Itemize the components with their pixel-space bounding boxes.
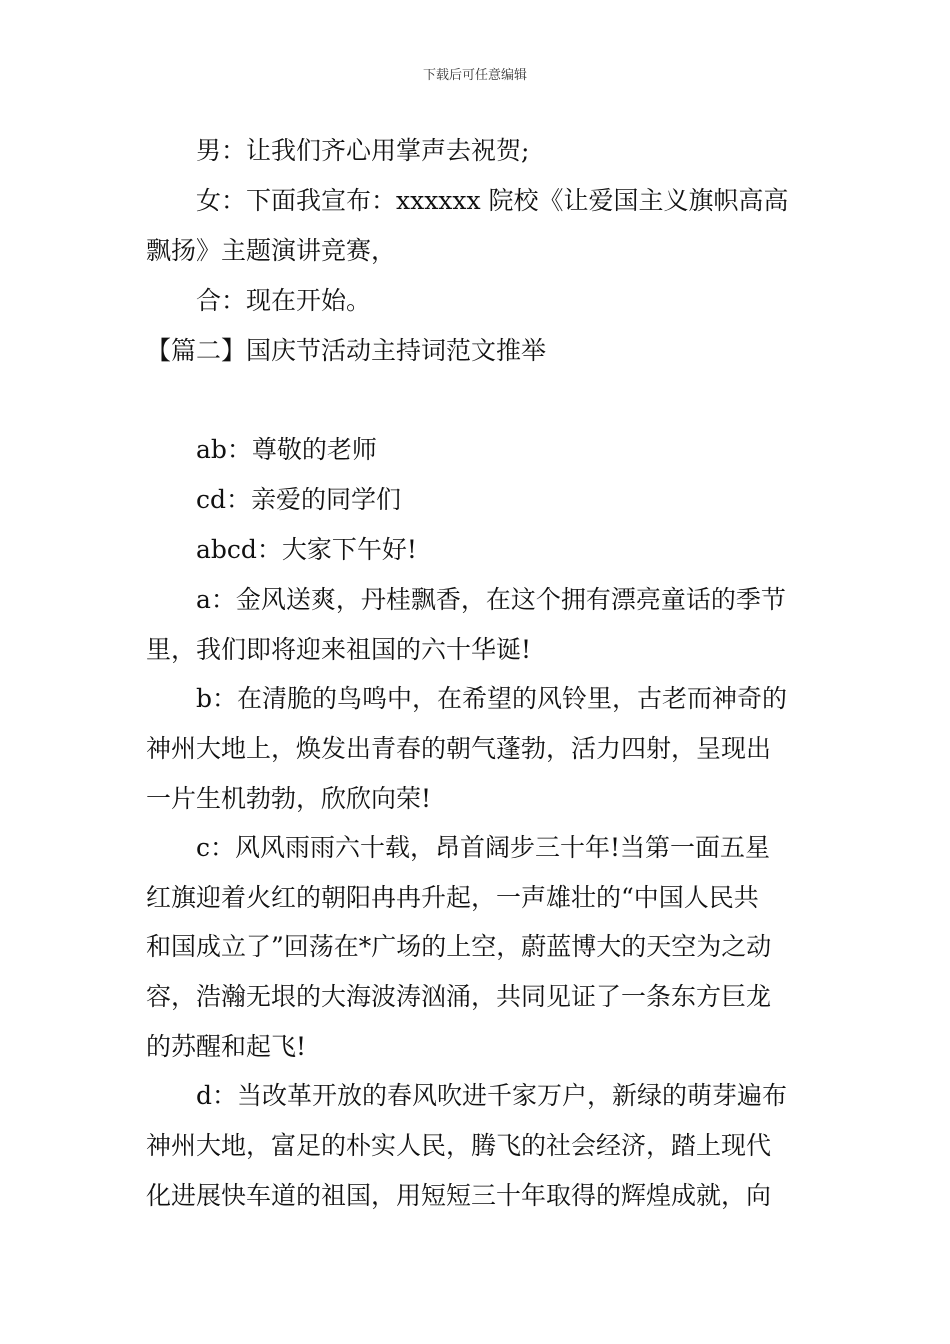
- paragraph-c-line-2: 红旗迎着火红的朝阳冉冉升起，一声雄壮的“中国人民共: [146, 883, 759, 912]
- greeting-line-abcd: abcd：大家下午好!: [196, 535, 417, 564]
- greeting-line-ab: ab：尊敬的老师: [196, 435, 377, 464]
- paragraph-b-line-3: 一片生机勃勃，欣欣向荣!: [146, 784, 432, 813]
- paragraph-a-line-1: a：金风送爽，丹桂飘香，在这个拥有漂亮童话的季节: [196, 585, 786, 614]
- dialogue-line-together: 合：现在开始。: [196, 286, 372, 315]
- paragraph-d-line-3: 化进展快车道的祖国，用短短三十年取得的辉煌成就，向: [146, 1181, 772, 1210]
- paragraph-b-line-1: b：在清脆的鸟鸣中，在希望的风铃里，古老而神奇的: [196, 684, 788, 713]
- paragraph-d-line-1: d：当改革开放的春风吹进千家万户，新绿的萌芽遍布: [196, 1081, 788, 1110]
- paragraph-c-line-1: c：风风雨雨六十载，昂首阔步三十年!当第一面五星: [196, 833, 771, 862]
- section-heading: 【篇二】国庆节活动主持词范文推举: [146, 336, 547, 365]
- paragraph-a-line-2: 里，我们即将迎来祖国的六十华诞!: [146, 635, 532, 664]
- dialogue-line-female: 女：下面我宣布：xxxxxx 院校《让爱国主义旗帜高高: [196, 186, 789, 215]
- greeting-line-cd: cd：亲爱的同学们: [196, 485, 402, 514]
- dialogue-line-female-cont: 飘扬》主题演讲竞赛，: [146, 236, 397, 265]
- dialogue-line-male: 男：让我们齐心用掌声去祝贺;: [196, 136, 530, 165]
- paragraph-b-line-2: 神州大地上，焕发出青春的朝气蓬勃，活力四射，呈现出: [146, 734, 772, 763]
- paragraph-c-line-3: 和国成立了”回荡在*广场的上空，蔚蓝博大的天空为之动: [146, 932, 772, 961]
- paragraph-c-line-4: 容，浩瀚无垠的大海波涛汹涌，共同见证了一条东方巨龙: [146, 982, 772, 1011]
- page-header: 下载后可任意编辑: [422, 68, 527, 83]
- paragraph-d-line-2: 神州大地，富足的朴实人民，腾飞的社会经济，踏上现代: [146, 1131, 772, 1160]
- paragraph-c-line-5: 的苏醒和起飞!: [146, 1032, 307, 1061]
